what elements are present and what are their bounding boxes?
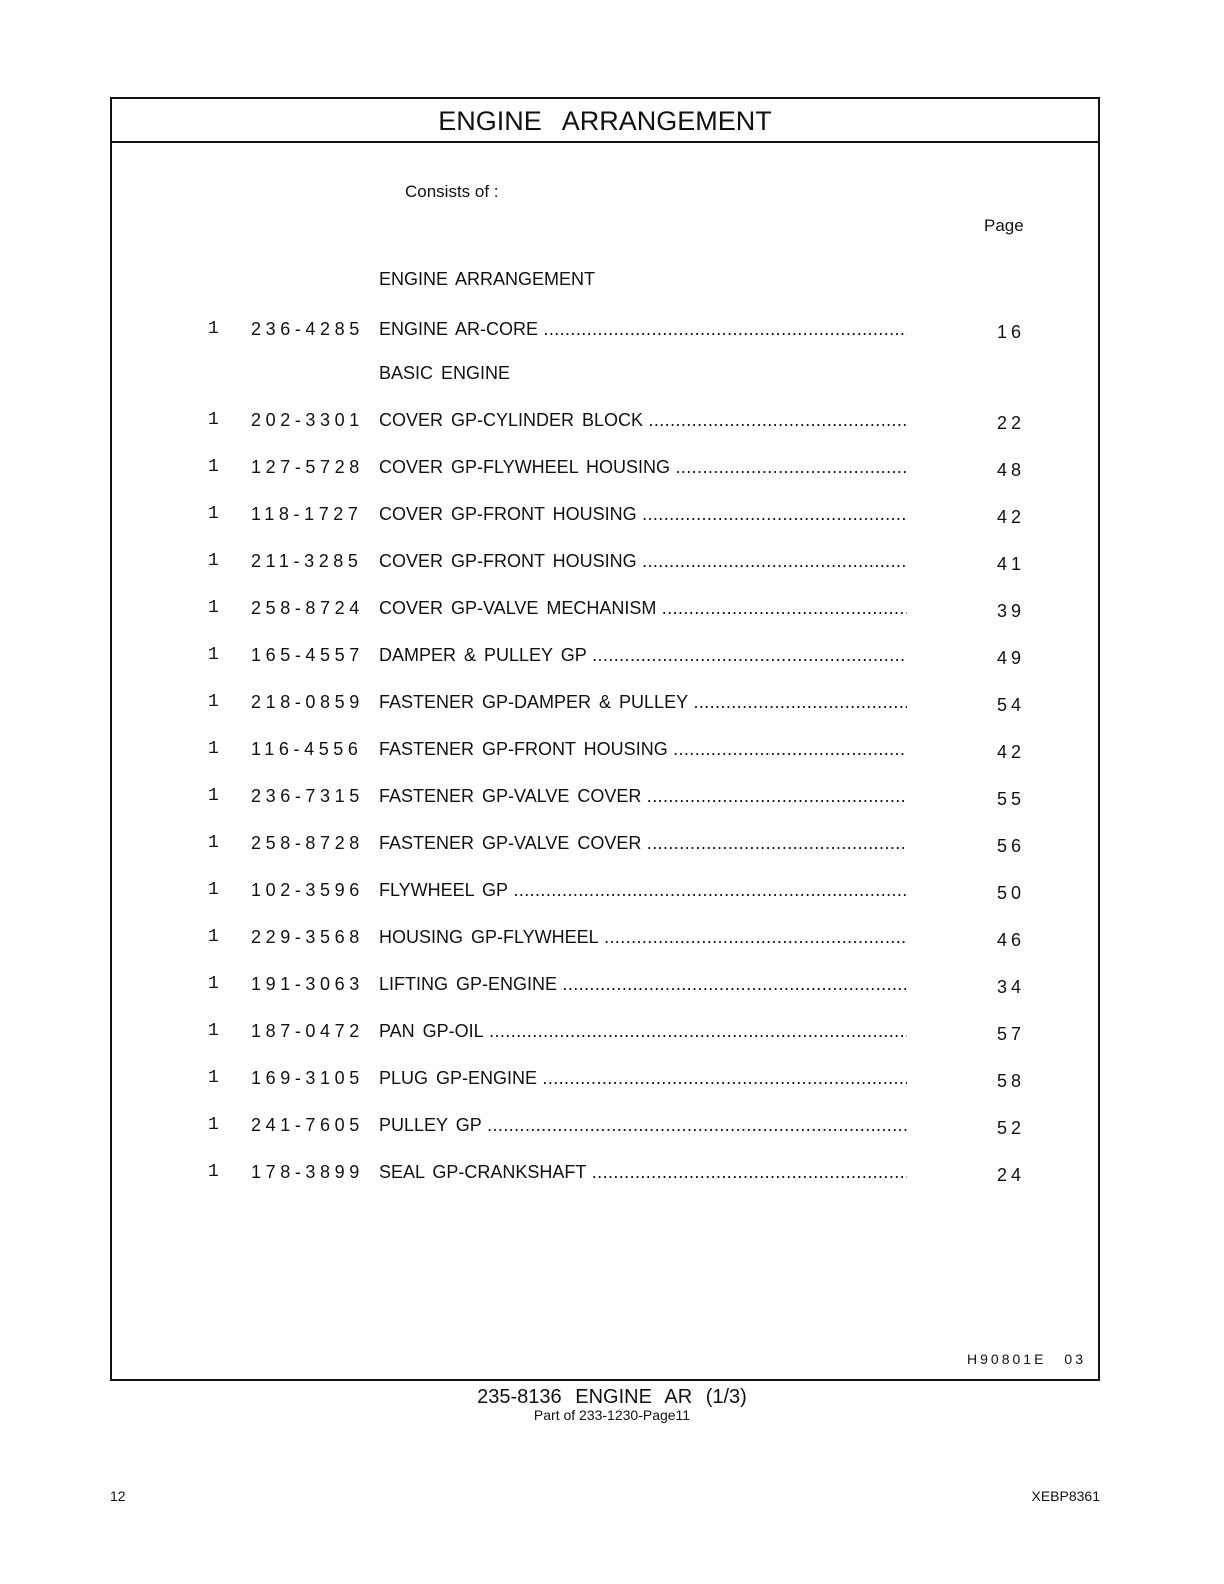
table-row (112, 833, 1098, 857)
row-qty: 1 (208, 833, 219, 853)
row-qty: 1 (208, 1115, 219, 1135)
row-qty: 1 (208, 457, 219, 477)
row-qty: 1 (208, 598, 219, 618)
row-page: 54 (997, 695, 1026, 715)
row-part-number: 191-3063 (251, 974, 364, 994)
row-description: FASTENER GP-VALVE COVER ..... (379, 786, 907, 807)
row-description: PLUG GP-ENGINE ..... (379, 1068, 907, 1089)
row-qty: 1 (208, 739, 219, 759)
table-row (112, 1115, 1098, 1139)
row-part-number: 127-5728 (251, 457, 364, 477)
document-code (967, 1351, 1086, 1367)
row-page: 42 (997, 507, 1026, 527)
consists-of-label: Consists of : (405, 182, 499, 201)
document-id: XEBP8361 (1031, 1488, 1100, 1504)
row-qty: 1 (208, 1162, 219, 1182)
row-page: 50 (997, 883, 1026, 903)
row-qty: 1 (208, 410, 219, 430)
row-part-number: 118-1727 (251, 504, 363, 524)
row-page: 55 (997, 789, 1026, 809)
table-row (112, 457, 1098, 481)
table-row (112, 974, 1098, 998)
row-qty: 1 (208, 551, 219, 571)
row-description: LIFTING GP-ENGINE ..... (379, 974, 907, 995)
table-row (112, 880, 1098, 904)
row-description: FASTENER GP-FRONT HOUSING ..... (379, 739, 907, 760)
row-qty: 1 (208, 974, 219, 994)
row-page: 49 (997, 648, 1026, 668)
table-row (112, 1162, 1098, 1186)
row-part-number: 102-3596 (251, 880, 364, 900)
row-page: 46 (997, 930, 1026, 950)
row-page: 41 (997, 554, 1026, 574)
row-qty: 1 (208, 927, 219, 947)
document-code-revision: 03 (1064, 1351, 1086, 1367)
document-code-id: H90801E (967, 1351, 1047, 1367)
row-qty: 1 (208, 504, 219, 524)
row-qty: 1 (208, 1021, 219, 1041)
row-description: FASTENER GP-DAMPER & PULLEY ..... (379, 692, 907, 713)
row-page: 58 (997, 1071, 1026, 1091)
row-part-number: 116-4556 (251, 739, 363, 759)
row-part-number: 241-7605 (251, 1115, 364, 1135)
row-page: 48 (997, 460, 1026, 480)
row-part-number: 229-3568 (251, 927, 364, 947)
assembly-reference: Part of 233-1230-Page11 (533, 1407, 691, 1423)
row-qty: 1 (208, 692, 219, 712)
row-part-number: 187-0472 (251, 1021, 364, 1041)
assembly-title: 235-8136 ENGINE AR (1/3) (477, 1386, 747, 1408)
page-number: 12 (110, 1488, 126, 1504)
row-qty: 1 (208, 1068, 219, 1088)
table-row (112, 504, 1098, 528)
row-page: 56 (997, 836, 1026, 856)
row-part-number: 165-4557 (251, 645, 364, 665)
row-part-number: 169-3105 (251, 1068, 364, 1088)
row-description: SEAL GP-CRANKSHAFT ..... (379, 1162, 907, 1183)
row-description: DAMPER & PULLEY GP ..... (379, 645, 907, 666)
row-part-number: 178-3899 (251, 1162, 364, 1182)
table-row (112, 739, 1098, 763)
row-qty: 1 (208, 645, 219, 665)
row-description: COVER GP-CYLINDER BLOCK ..... (379, 410, 907, 431)
row-page: 22 (997, 413, 1026, 433)
row-page: 24 (997, 1165, 1026, 1185)
table-row (112, 1068, 1098, 1092)
page-column-header: Page (984, 216, 1024, 235)
row-description: ENGINE AR-CORE ..... (379, 319, 907, 340)
row-page: 16 (997, 322, 1026, 342)
section-heading-basic-engine: BASIC ENGINE (379, 363, 511, 383)
table-row (112, 645, 1098, 669)
section-heading-engine-arrangement: ENGINE ARRANGEMENT (379, 269, 596, 289)
table-row (112, 598, 1098, 622)
row-description: HOUSING GP-FLYWHEEL ..... (379, 927, 907, 948)
row-part-number: 218-0859 (251, 692, 364, 712)
row-page: 52 (997, 1118, 1026, 1138)
row-qty: 1 (208, 319, 219, 339)
row-description: FLYWHEEL GP ..... (379, 880, 907, 901)
frame-title: ENGINE ARRANGEMENT (112, 99, 1098, 143)
row-page: 42 (997, 742, 1026, 762)
row-description: COVER GP-FRONT HOUSING ..... (379, 504, 907, 525)
row-description: FASTENER GP-VALVE COVER ..... (379, 833, 907, 854)
row-qty: 1 (208, 880, 219, 900)
table-row (112, 692, 1098, 716)
row-description: PAN GP-OIL ..... (379, 1021, 907, 1042)
table-row (112, 319, 1098, 343)
row-qty: 1 (208, 786, 219, 806)
table-row (112, 410, 1098, 434)
row-description: COVER GP-VALVE MECHANISM ..... (379, 598, 907, 619)
row-part-number: 202-3301 (251, 410, 364, 430)
table-row (112, 786, 1098, 810)
table-row (112, 1021, 1098, 1045)
row-part-number: 258-8724 (251, 598, 364, 618)
row-page: 39 (997, 601, 1026, 621)
row-part-number: 236-4285 (251, 319, 364, 339)
row-description: COVER GP-FLYWHEEL HOUSING ..... (379, 457, 907, 478)
row-part-number: 211-3285 (251, 551, 363, 571)
table-row (112, 927, 1098, 951)
row-part-number: 258-8728 (251, 833, 364, 853)
table-row (112, 551, 1098, 575)
row-description: PULLEY GP ..... (379, 1115, 907, 1136)
row-part-number: 236-7315 (251, 786, 364, 806)
row-page: 57 (997, 1024, 1026, 1044)
parts-list-frame (110, 97, 1100, 1381)
row-page: 34 (997, 977, 1026, 997)
row-description: COVER GP-FRONT HOUSING ..... (379, 551, 907, 572)
